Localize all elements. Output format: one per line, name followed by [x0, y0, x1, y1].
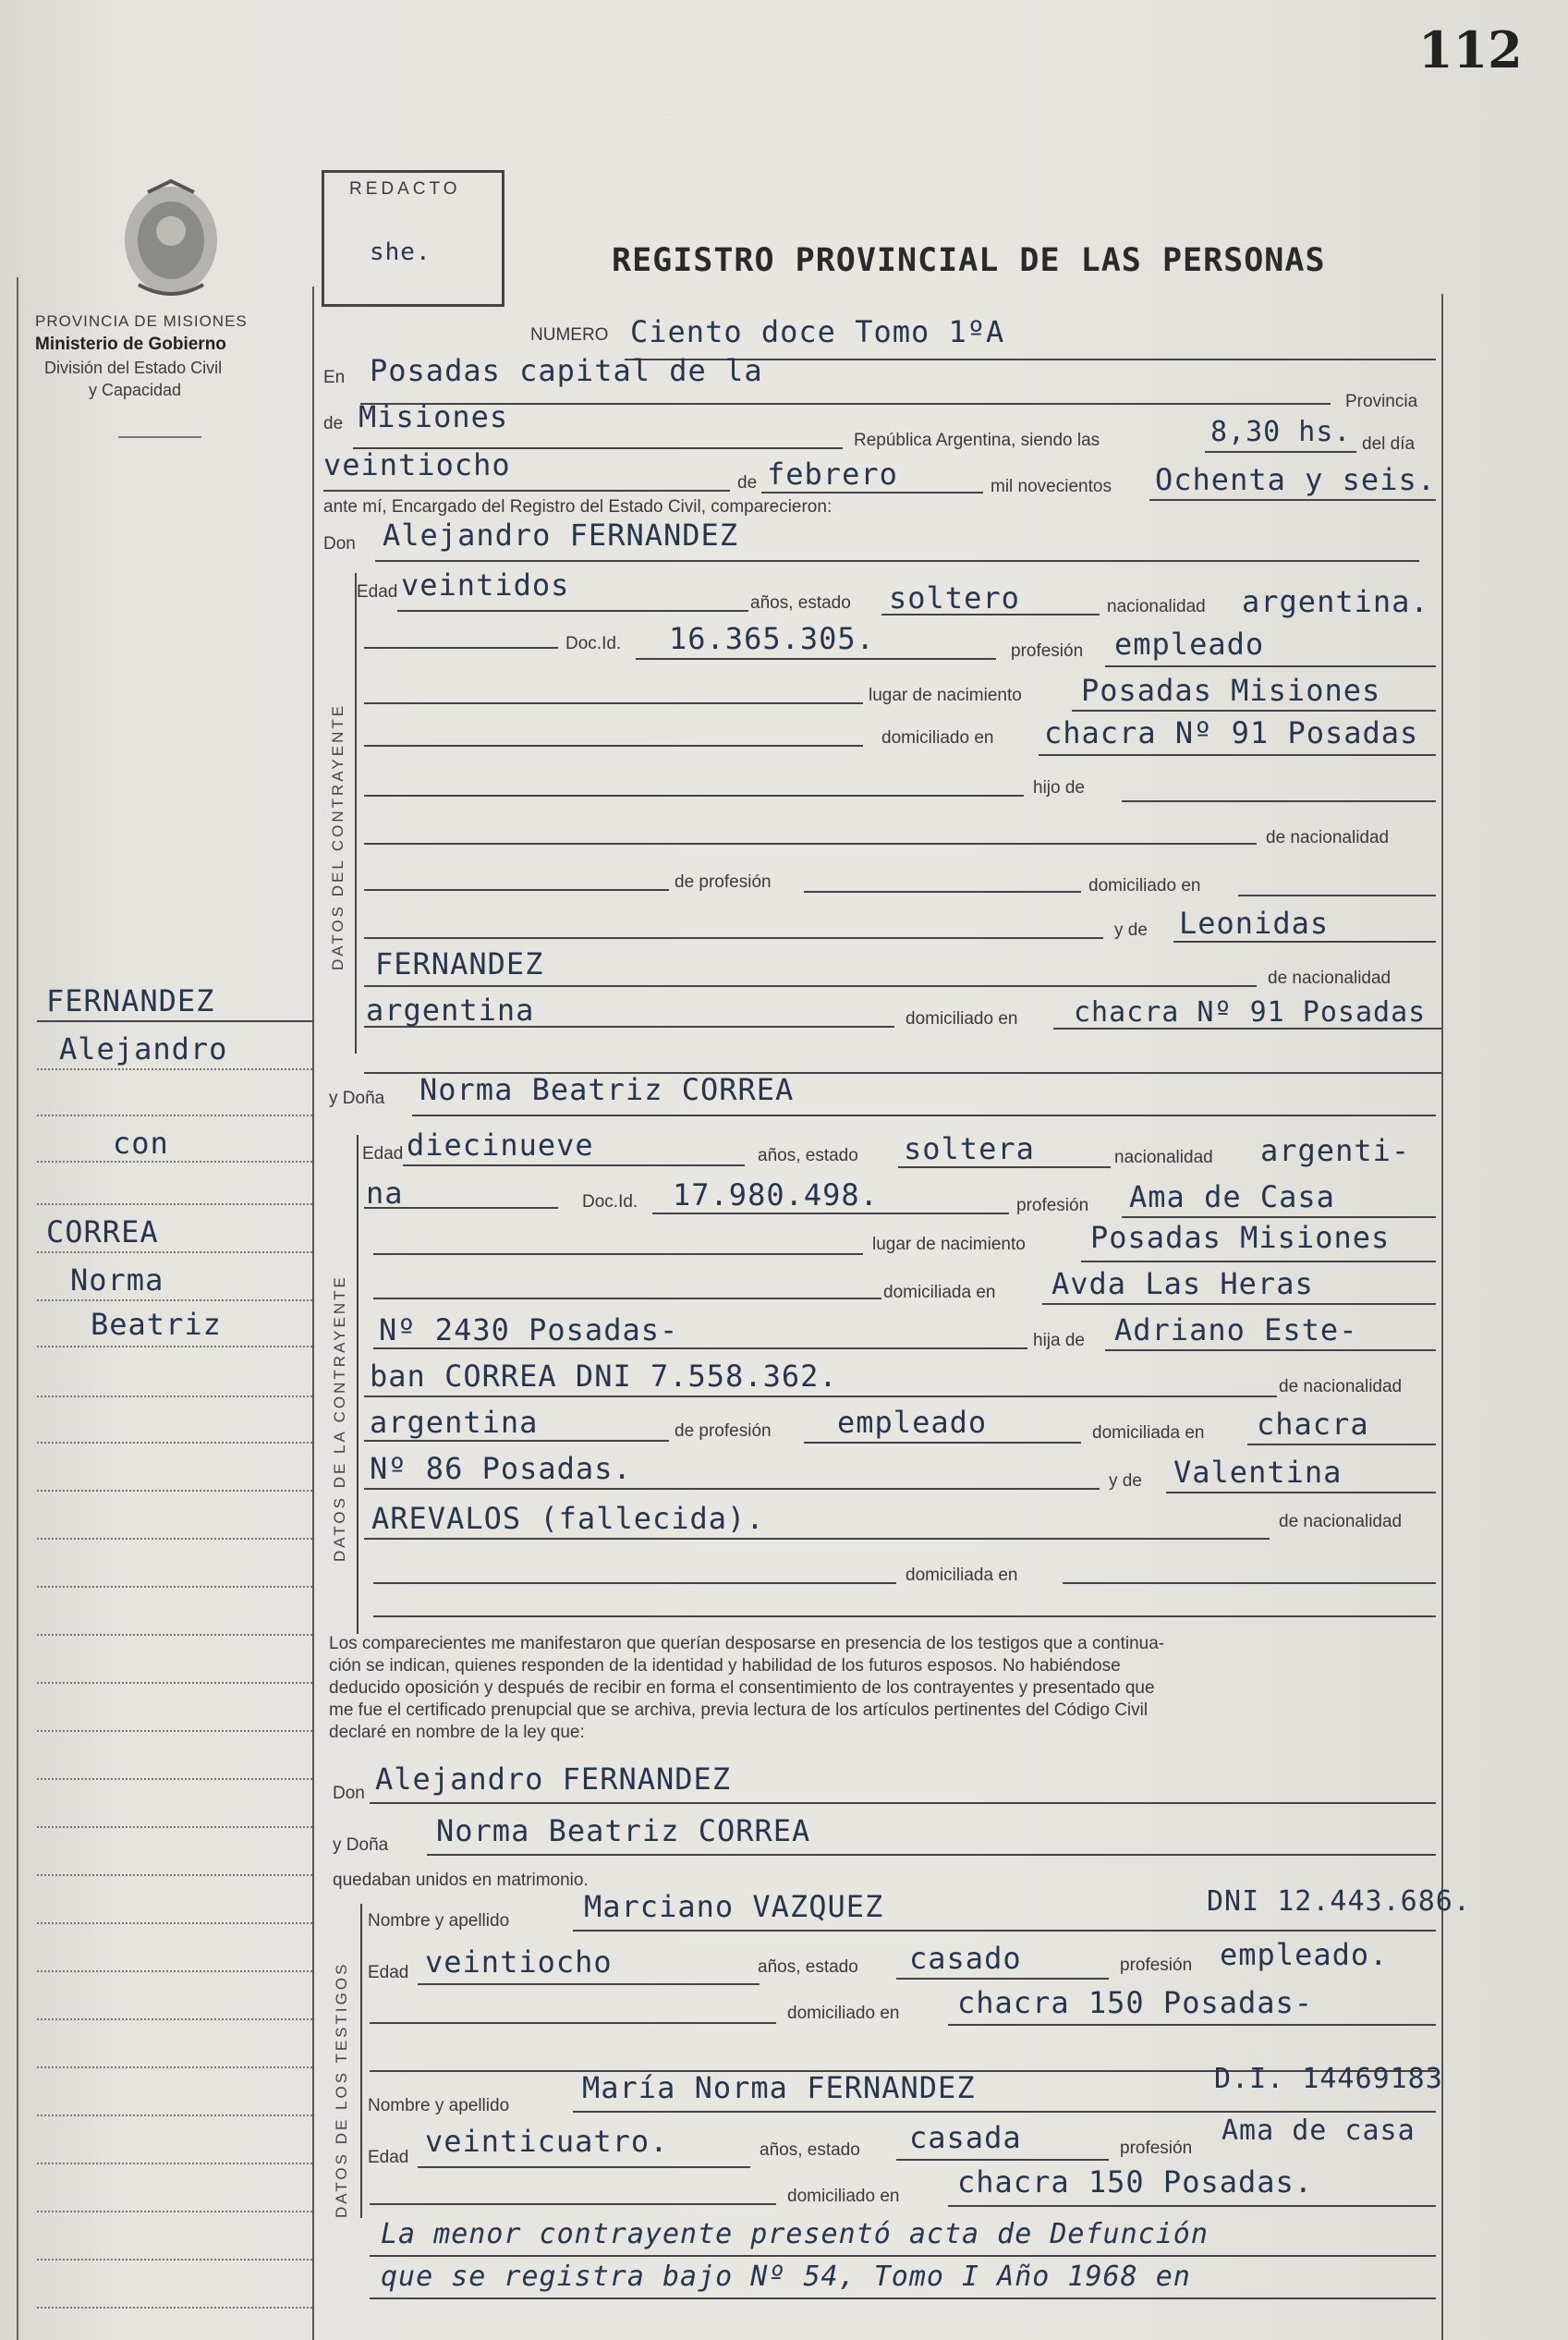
estado-f-value: soltera: [904, 1131, 1035, 1166]
profesion-rule: [1105, 665, 1436, 667]
dona-value: Norma Beatriz CORREA: [419, 1072, 795, 1107]
margin-dash-16: [37, 1778, 312, 1780]
t2-doc-value: D.I. 14469183: [1214, 2063, 1443, 2095]
madre-dom-rule: [1053, 1028, 1441, 1030]
margin-note-con: con: [113, 1126, 169, 1161]
madre-dom-value: chacra Nº 91 Posadas: [1074, 996, 1427, 1029]
t2-edad-label: Edad: [368, 2148, 409, 2167]
padre-nac-label: de nacionalidad: [1279, 1377, 1403, 1396]
declaracion-line-2: ción se indican, quienes responden de la identidad y habilidad de los futuros esposos. No habiéndose: [329, 1656, 1121, 1676]
padre-value: Adriano Este-: [1114, 1312, 1358, 1347]
contrayente-bracket: [355, 573, 357, 1054]
t2-edad-value: veinticuatro.: [425, 2124, 669, 2159]
margin-dash-20: [37, 1970, 312, 1972]
dom2-rule: [1238, 895, 1436, 896]
t2-edad-rule: [418, 2166, 750, 2168]
domicilio-rule: [1039, 754, 1436, 756]
anio-value: Ochenta y seis.: [1155, 462, 1436, 497]
madre-f-dom-pre-rule: [373, 1582, 896, 1584]
declaracion-line-1: Los comparecientes me manifestaron que querían desposarse en presencia de los testigos que a continua-: [329, 1634, 1165, 1653]
margin-dash-18: [37, 1874, 312, 1876]
margin-note-nombre2: Norma: [70, 1262, 164, 1298]
nacionalidad-label: nacionalidad: [1107, 597, 1206, 616]
madre-f-rule: [1166, 1492, 1436, 1493]
dona-label: y Doña: [329, 1089, 385, 1108]
madre-f-dom-label: domiciliada en: [906, 1566, 1018, 1585]
margin-dash-10: [37, 1490, 312, 1492]
del-dia-label: del día: [1362, 434, 1416, 454]
madre-f-value: Valentina: [1173, 1455, 1343, 1490]
margin-dash-11: [37, 1538, 312, 1540]
lugar-label: lugar de nacimiento: [869, 686, 1022, 705]
t2-dom-label: domiciliado en: [787, 2187, 900, 2206]
estado-value: soltero: [889, 580, 1020, 615]
padre-dom-label: domiciliada en: [1092, 1423, 1205, 1443]
testigos-side-label: DATOS DE LOS TESTIGOS: [333, 1961, 350, 2218]
dona-rule: [412, 1115, 1436, 1116]
profesion-f-value: Ama de Casa: [1129, 1179, 1335, 1214]
margin-dash-26: [37, 2259, 312, 2261]
don-rule: [375, 560, 1419, 562]
main-frame-line: [312, 286, 314, 2340]
left-header-capacidad: y Capacidad: [89, 381, 182, 399]
margin-dash-3: [37, 1161, 312, 1163]
lugar-rule: [1072, 710, 1436, 712]
hija-label: hija de: [1033, 1331, 1085, 1350]
hora-rule: [1205, 451, 1356, 453]
madre-dom-label: domiciliado en: [906, 1009, 1018, 1029]
don-label: Don: [323, 534, 356, 554]
redacto-value: she.: [370, 238, 432, 266]
mes-value: febrero: [767, 457, 898, 492]
lugar-f-rule: [1081, 1261, 1436, 1262]
hijo-pre-rule: [364, 795, 1024, 797]
domicilio-f-label: domiciliada en: [883, 1283, 996, 1302]
doc-pre-rule: [364, 647, 558, 649]
ante-mi-text: ante mí, Encargado del Registro del Estado Civil, comparecieron:: [323, 497, 833, 517]
margin-dash-14: [37, 1682, 312, 1684]
t1-prof-value: empleado.: [1220, 1937, 1389, 1972]
t1-nombre-rule: [573, 1930, 1436, 1932]
t2-dom-rule: [948, 2205, 1436, 2207]
contrayente-f-side-label: DATOS DE LA CONTRAYENTE: [331, 1274, 348, 1562]
anio-rule: [1149, 499, 1436, 501]
t2-nombre-rule: [573, 2111, 1436, 2113]
madre-f-nac-label: de nacionalidad: [1279, 1512, 1403, 1531]
margin-dash-17: [37, 1826, 312, 1828]
t1-prof-label: profesión: [1120, 1956, 1193, 1975]
margin-dash-8: [37, 1395, 312, 1397]
nota-line-2: que se registra bajo Nº 54, Tomo I Año 1968 en: [381, 2261, 1191, 2293]
numero-value: Ciento doce Tomo 1ºA: [630, 314, 1005, 349]
t2-dom-pre-rule: [370, 2203, 776, 2205]
doc-f-rule: [652, 1213, 1009, 1214]
contrayente-f-end-rule: [373, 1615, 1436, 1617]
margin-dash-15: [37, 1730, 312, 1732]
edad-rule: [397, 610, 748, 612]
margin-dash-25: [37, 2211, 312, 2212]
lugar-pre-rule: [364, 702, 863, 704]
dona2-rule: [427, 1854, 1436, 1856]
edad-f-rule: [403, 1164, 745, 1166]
padre-prof-label: de profesión: [675, 1421, 772, 1441]
republica-text: República Argentina, siendo las: [854, 431, 1100, 450]
madre-nac-rule: [364, 1026, 894, 1028]
declaracion-line-4: me fue el certificado prenupcial que se archiva, previa lectura de los artículos pertinentes del Código Civil: [329, 1700, 1149, 1720]
t2-nombre-label: Nombre y apellido: [368, 2096, 510, 2115]
left-header-province: PROVINCIA DE MISIONES: [35, 312, 248, 330]
right-frame-line: [1441, 294, 1443, 2340]
dom2-f-rule: [373, 1347, 1027, 1349]
t1-dom-value: chacra 150 Posadas-: [957, 1985, 1314, 2020]
y-de-f-label: y de: [1109, 1471, 1142, 1491]
lugar-value: Posadas Misiones: [1081, 673, 1381, 708]
padre-dom2-rule: [364, 1488, 1100, 1490]
hijo-label: hijo de: [1033, 778, 1085, 798]
t1-edad-rule: [418, 1983, 760, 1985]
margin-note-apellido: FERNANDEZ: [46, 983, 215, 1018]
don2-label: Don: [333, 1784, 365, 1803]
madre-value: Leonidas: [1179, 906, 1330, 941]
madre-apellido-rule: [364, 985, 1257, 987]
nacionalidad-f-value: argenti-: [1260, 1133, 1411, 1168]
madre-apellido-value: FERNANDEZ: [375, 946, 544, 981]
margin-dash-5: [37, 1251, 312, 1253]
numero-label: NUMERO: [530, 325, 609, 345]
t1-edad-value: veintiocho: [425, 1944, 613, 1980]
left-frame-line: [17, 277, 18, 2340]
prof-pre-rule: [364, 889, 669, 891]
t1-estado-value: casado: [909, 1941, 1022, 1976]
estado-rule: [881, 614, 1100, 615]
madre-f-apellido-rule: [364, 1538, 1270, 1540]
margin-dash-23: [37, 2115, 312, 2116]
margin-dash-13: [37, 1634, 312, 1636]
en-label: En: [323, 368, 346, 387]
provincia-label: Provincia: [1345, 392, 1418, 411]
t1-estado-label: años, estado: [758, 1957, 858, 1977]
de-value: Misiones: [359, 399, 509, 434]
t2-estado-label: años, estado: [760, 2140, 860, 2160]
estado-f-label: años, estado: [758, 1146, 858, 1165]
nac-pre-rule: [364, 843, 1257, 845]
mes-rule: [761, 492, 983, 494]
doc-value: 16.365.305.: [669, 621, 875, 656]
margin-dash-6: [37, 1299, 312, 1301]
domicilio-label: domiciliado en: [881, 728, 994, 748]
left-header-division: División del Estado Civil: [44, 359, 223, 377]
padre2-rule: [364, 1395, 1277, 1397]
t1-doc-value: DNI 12.443.686.: [1207, 1885, 1471, 1918]
madre-f-dom-rule: [1063, 1582, 1436, 1584]
margin-dash-1: [37, 1068, 312, 1070]
dom2-label: domiciliado en: [1088, 876, 1201, 896]
declaracion-line-5: declaré en nombre de la ley que:: [329, 1723, 585, 1742]
lugar-f-label: lugar de nacimiento: [872, 1235, 1026, 1254]
doc-f-label: Doc.Id.: [582, 1192, 638, 1212]
de-nacionalidad-label: de nacionalidad: [1266, 828, 1390, 847]
hijo-rule: [1122, 800, 1436, 802]
dona2-value: Norma Beatriz CORREA: [436, 1813, 811, 1848]
nac2-f-rule: [364, 1207, 558, 1209]
nacionalidad-f-value2: na: [366, 1176, 404, 1211]
profesion-label: profesión: [1011, 641, 1084, 661]
t1-nombre-value: Marciano VAZQUEZ: [584, 1889, 884, 1924]
dom-f-pre-rule: [373, 1298, 881, 1299]
margin-dash-9: [37, 1442, 312, 1444]
padre-dom-value2: Nº 86 Posadas.: [370, 1451, 632, 1486]
mil-label: mil novecientos: [991, 477, 1112, 496]
margin-dash-19: [37, 1922, 312, 1924]
hora-value: 8,30 hs.: [1210, 416, 1352, 448]
margin-dash-7: [37, 1346, 312, 1347]
padre-value2: ban CORREA DNI 7.558.362.: [370, 1359, 838, 1394]
margin-rule-1: [37, 1020, 312, 1022]
t1-estado-rule: [896, 1978, 1109, 1980]
lugar-f-pre-rule: [373, 1253, 863, 1255]
left-header-rule: [118, 436, 201, 438]
madre-f-apellido: AREVALOS (fallecida).: [371, 1501, 765, 1536]
doc-f-value: 17.980.498.: [673, 1177, 879, 1213]
y-de-label: y de: [1114, 920, 1148, 940]
don-value: Alejandro FERNANDEZ: [383, 518, 739, 553]
t1-dom-label: domiciliado en: [787, 2004, 900, 2023]
document-title: REGISTRO PROVINCIAL DE LAS PERSONAS: [612, 242, 1326, 279]
testigos-bracket: [360, 1904, 362, 2218]
contrayente-side-label: DATOS DEL CONTRAYENTE: [329, 702, 346, 970]
madre-nac-value: argentina: [366, 993, 535, 1028]
nacionalidad-f-label: nacionalidad: [1114, 1148, 1213, 1167]
nota-line-1: La menor contrayente presentó acta de Defunción: [381, 2218, 1209, 2250]
declaracion-line-3: deducido oposición y después de recibir en forma el consentimiento de los contrayentes y presentado que: [329, 1678, 1155, 1698]
nota-rule-1: [370, 2255, 1436, 2257]
don2-value: Alejandro FERNANDEZ: [375, 1761, 732, 1797]
domicilio-f-value2: Nº 2430 Posadas-: [379, 1312, 679, 1347]
t2-prof-label: profesión: [1120, 2139, 1193, 2158]
edad-f-value: diecinueve: [407, 1127, 594, 1163]
domicilio-f-value: Avda Las Heras: [1051, 1266, 1314, 1301]
padre-rule: [1105, 1349, 1436, 1351]
doc-label: Doc.Id.: [565, 634, 622, 653]
t2-estado-rule: [896, 2159, 1109, 2161]
margin-dash-21: [37, 2018, 312, 2020]
estado-f-rule: [898, 1166, 1111, 1168]
t1-dom-pre-rule: [370, 2022, 776, 2024]
margin-note-apellido2: CORREA: [46, 1214, 159, 1249]
left-header-ministry: Ministerio de Gobierno: [35, 335, 226, 354]
margin-note-nombre: Alejandro: [59, 1031, 228, 1066]
dom-pre-rule: [364, 745, 863, 747]
t1-nombre-label: Nombre y apellido: [368, 1911, 510, 1931]
t2-nombre-value: María Norma FERNANDEZ: [582, 2070, 976, 2105]
margin-dash-27: [37, 2307, 312, 2309]
contrayente-f-bracket: [357, 1135, 359, 1634]
lugar-f-value: Posadas Misiones: [1090, 1220, 1391, 1255]
doc-rule: [636, 658, 996, 660]
edad-label: Edad: [357, 582, 398, 602]
madre-rule: [1173, 941, 1436, 943]
padre-dom-rule: [1247, 1444, 1436, 1445]
padre-nac-rule: [364, 1440, 669, 1442]
quedaban-text: quedaban unidos en matrimonio.: [333, 1871, 589, 1890]
margin-dash-22: [37, 2066, 312, 2068]
dia-rule: [323, 490, 730, 492]
margin-dash-24: [37, 2163, 312, 2164]
dia-value: veintiocho: [323, 447, 511, 482]
profesion-f-label: profesión: [1016, 1196, 1089, 1215]
t2-prof-value: Ama de casa: [1222, 2115, 1416, 2147]
t1-edad-label: Edad: [368, 1963, 409, 1982]
padre-nac-value: argentina: [370, 1405, 539, 1440]
page-number: 112: [1418, 20, 1523, 79]
de-label: de: [323, 414, 344, 433]
padre-prof-value: empleado: [837, 1405, 988, 1440]
padre-dom-value: chacra: [1257, 1407, 1369, 1442]
nota-rule-2: [370, 2297, 1436, 2299]
t2-dom-value: chacra 150 Posadas.: [957, 2164, 1314, 2200]
de-profesion-label: de profesión: [675, 872, 772, 892]
domicilio-value: chacra Nº 91 Posadas: [1044, 715, 1419, 750]
margin-dash-4: [37, 1203, 312, 1205]
don2-rule: [370, 1802, 1436, 1804]
margin-note-nombre3: Beatriz: [91, 1307, 222, 1342]
fecha-de-label: de: [737, 473, 758, 493]
edad-value: veintidos: [401, 567, 570, 603]
dona2-label: y Doña: [333, 1835, 389, 1855]
prof2-rule: [804, 891, 1081, 893]
margin-dash-12: [37, 1586, 312, 1588]
padre-prof-rule: [804, 1442, 1081, 1444]
t2-estado-value: casada: [909, 2120, 1022, 2155]
nacionalidad-value: argentina.: [1242, 584, 1429, 619]
en-value: Posadas capital de la: [370, 353, 763, 388]
profesion-f-rule: [1122, 1216, 1436, 1218]
margin-dash-2: [37, 1115, 312, 1116]
estado-label: años, estado: [750, 593, 851, 613]
t1-dom-rule: [948, 2024, 1436, 2026]
coat-of-arms-emblem: [111, 174, 231, 303]
edad-f-label: Edad: [362, 1144, 404, 1164]
madre-nac-label: de nacionalidad: [1268, 969, 1392, 988]
redacto-label: REDACTO: [349, 179, 461, 199]
profesion-value: empleado: [1114, 627, 1265, 662]
domicilio-f-rule: [1042, 1303, 1436, 1305]
ymadre-pre-rule: [364, 937, 1103, 939]
